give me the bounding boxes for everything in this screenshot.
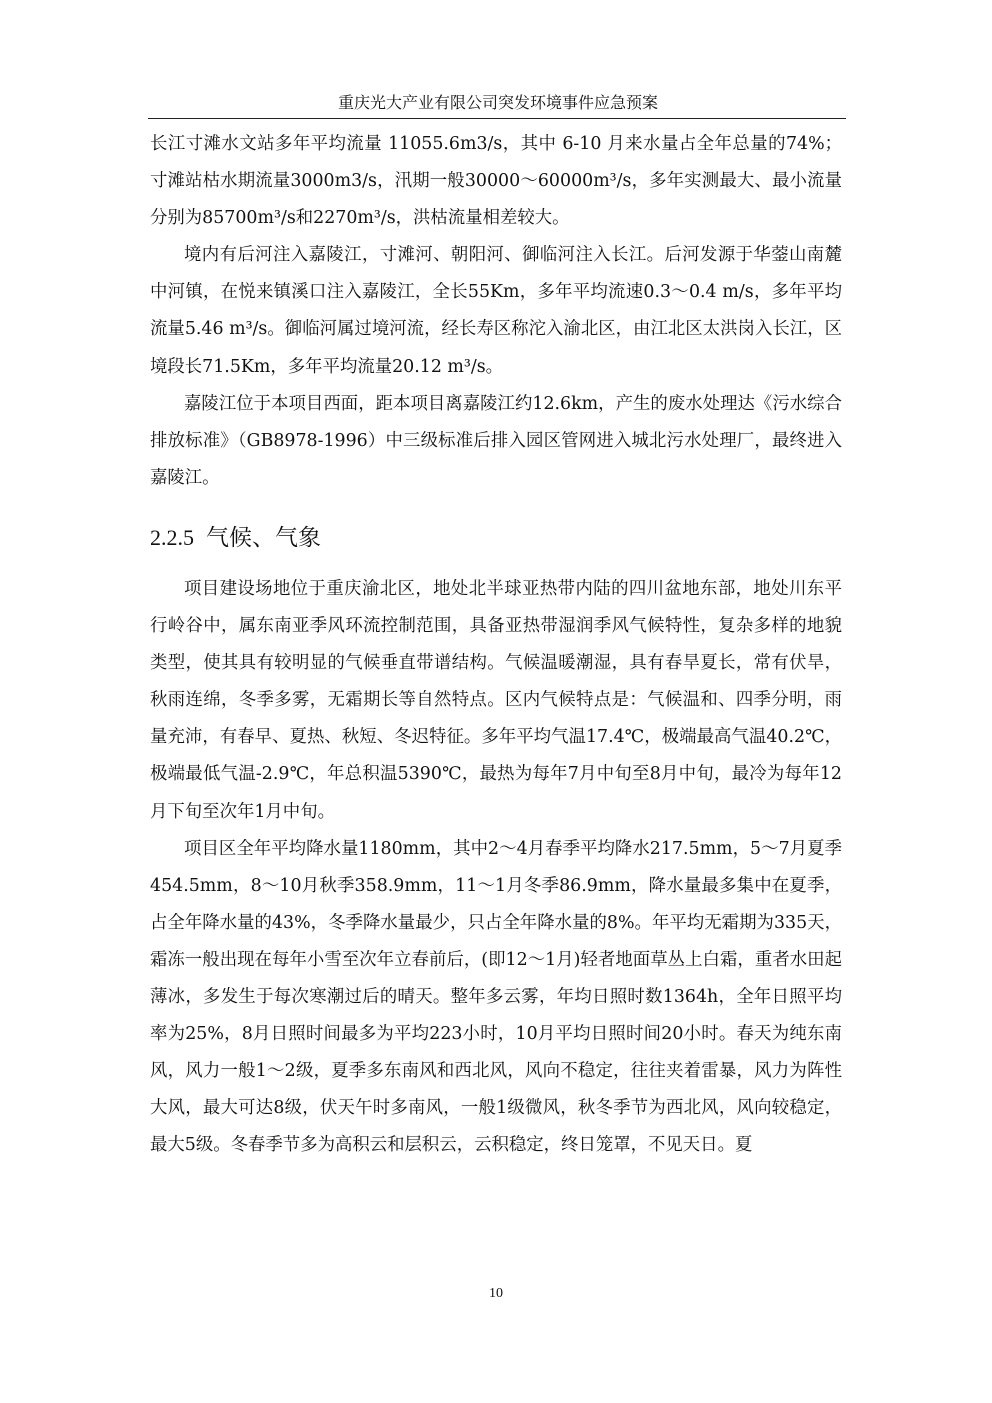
- page-number: 10: [489, 1286, 503, 1301]
- paragraph: 长江寸滩水文站多年平均流量 11055.6m3/s，其中 6-10 月来水量占全年总量的74%；寸滩站枯水期流量3000m3/s，汛期一般30000～60000m³/s，多年实测最大、最小流量分别为85700m³/s和2270m³/s，洪枯流量相差较大。: [150, 134, 842, 229]
- page-header-title: 重庆光大产业有限公司突发环境事件应急预案: [337, 93, 658, 112]
- paragraph: 项目区全年平均降水量1180mm，其中2～4月春季平均降水217.5mm，5～7月夏季454.5mm，8～10月秋季358.9mm，11～1月冬季86.9mm，降水量最多集中在夏季，占全年降水量的43%，冬季降水量最少，只占全年降水量的8%。年平均无霜期为335天，霜冻一般出现在每年小雪至次年立春前后，(即12～1月)轻者地面草丛上白霜，重者水田起薄冰，多发生于每次寒潮过后的晴天。整年多云雾，年均日照时数1364h，全年日照平均率为25%，8月日照时间最多为平均223小时，10月平均日照时间20小时。春天为纯东南风，风力一般1～2级，夏季多东南风和西北风，风向不稳定，往往夹着雷暴，风力为阵性大风，最大可达8级，伏天午时多南风，一般1级微风，秋冬季节为西北风，风向较稳定，最大5级。冬春季节多为高积云和层积云，云积稳定，终日笼罩，不见天日。夏: [150, 838, 842, 1156]
- paragraph: 嘉陵江位于本项目西面，距本项目离嘉陵江约12.6km，产生的废水处理达《污水综合排放标准》（GB8978-1996）中三级标准后排入园区管网进入城北污水处理厂，最终进入嘉陵江。: [150, 393, 842, 488]
- section-number: 2.2.5: [150, 525, 194, 550]
- paragraph: 项目建设场地位于重庆渝北区，地处北半球亚热带内陆的四川盆地东部，地处川东平行岭谷中，属东南亚季风环流控制范围，具备亚热带湿润季风气候特性，复杂多样的地貌类型，使其具有较明显的气候垂直带谱结构。气候温暖潮湿，具有春旱夏长，常有伏旱，秋雨连绵，冬季多雾，无霜期长等自然特点。区内气候特点是：气候温和、四季分明，雨量充沛，有春早、夏热、秋短、冬迟特征。多年平均气温17.4℃，极端最高气温40.2℃，极端最低气温-2.9℃，年总积温5390℃，最热为每年7月中旬至8月中旬，最冷为每年12月下旬至次年1月中旬。: [150, 579, 842, 822]
- section-climate: [150, 571, 842, 1165]
- header-rule: [148, 118, 846, 119]
- section-hydrology: [150, 126, 842, 497]
- section-title: 气候、气象: [206, 525, 321, 551]
- section-heading: [150, 521, 321, 555]
- paragraph: 境内有后河注入嘉陵江，寸滩河、朝阳河、御临河注入长江。后河发源于华蓥山南麓中河镇，在悦来镇溪口注入嘉陵江，全长55Km，多年平均流速0.3～0.4 m/s，多年平均流量5.46 m³/s。御临河属过境河流，经长寿区称沱入渝北区，由江北区太洪岗入长江，区境段长71.5Km，多年平均流量20.12 m³/s。: [150, 245, 842, 377]
